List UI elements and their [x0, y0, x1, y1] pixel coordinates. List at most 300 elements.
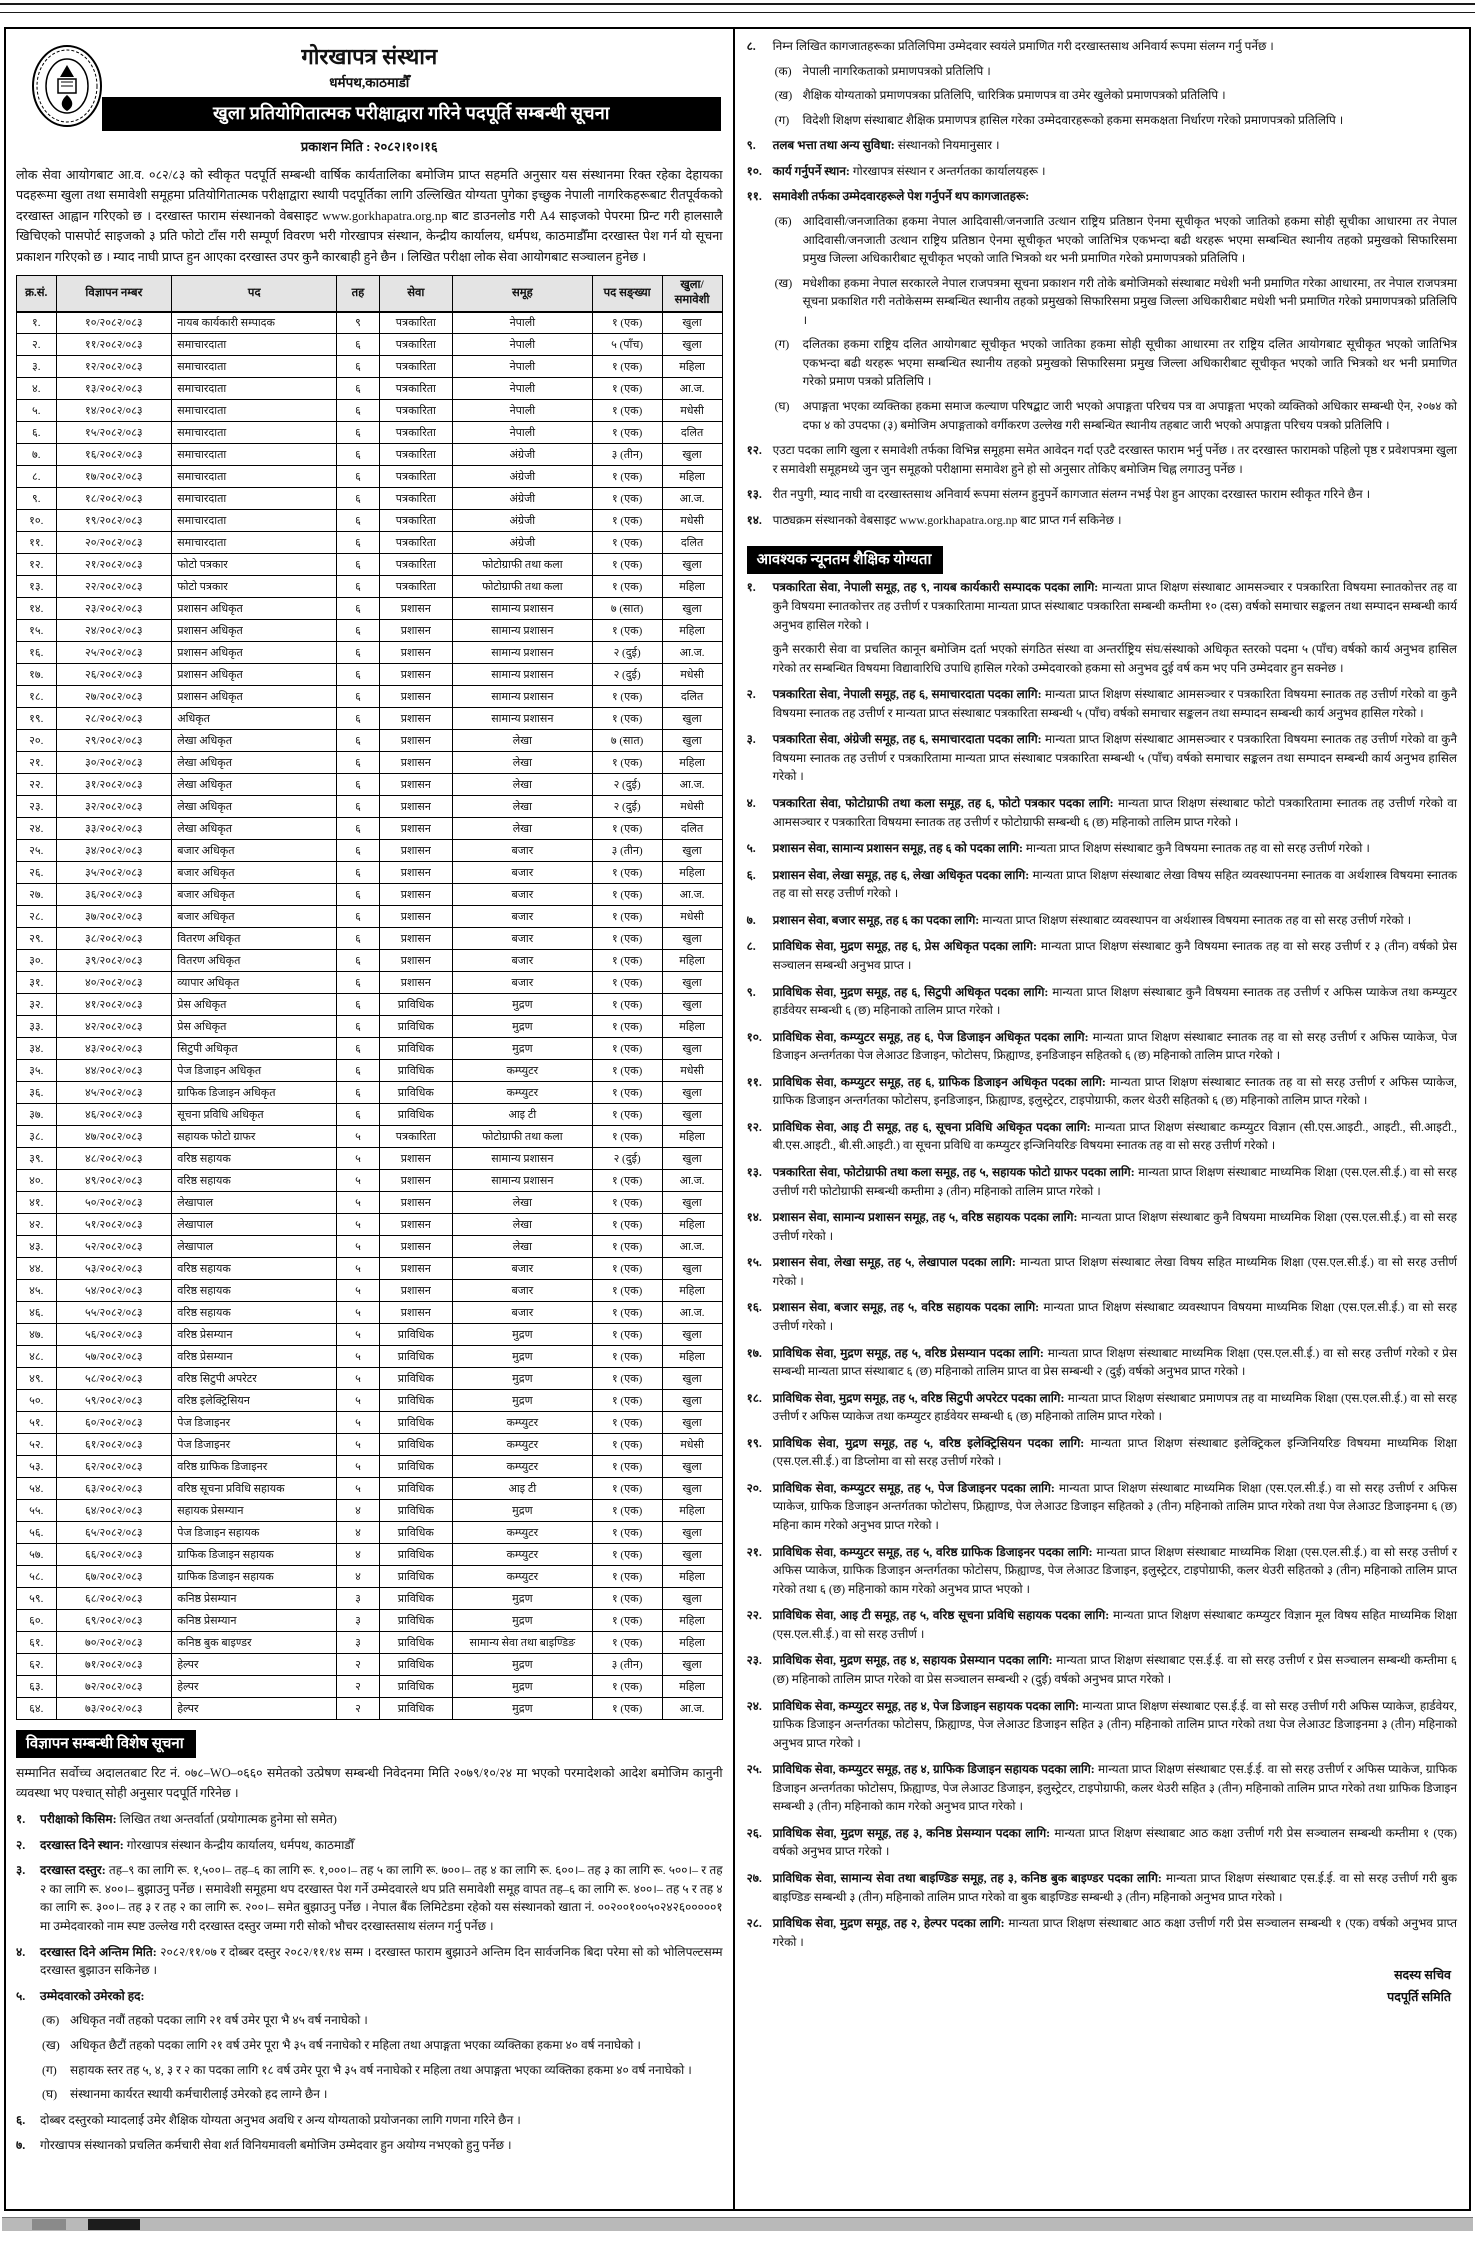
table-cell: पत्रकारिता — [379, 532, 452, 554]
table-row — [17, 972, 723, 994]
list-item — [747, 1163, 1457, 1200]
table-cell: मुद्रण — [453, 1676, 593, 1698]
table-cell: लेखा अधिकृत — [172, 796, 337, 818]
table-cell: दलित — [662, 532, 722, 554]
item-lead-label: प्राविधिक सेवा, मुद्रण समूह, तह ६, प्रेस अधिकृत पदका लागि: — [772, 939, 1041, 954]
table-cell: अंग्रेजी — [453, 532, 593, 554]
table-cell: ४३. — [17, 1236, 57, 1258]
table-row — [17, 950, 723, 972]
table-cell: अंग्रेजी — [453, 488, 593, 510]
sub-item-label: (क) — [774, 63, 792, 78]
table-cell: प्रशासन — [379, 598, 452, 620]
table-cell: वरिष्ठ इलेक्ट्रिसियन — [172, 1390, 337, 1412]
item-number: १. — [16, 1812, 26, 1827]
table-cell: पेज डिजाइनर — [172, 1412, 337, 1434]
sub-item-label: (ख) — [774, 88, 793, 103]
table-cell: महिला — [662, 1500, 722, 1522]
table-cell: प्रशासन — [379, 818, 452, 840]
table-row — [17, 1412, 723, 1434]
table-cell: ६ — [337, 796, 379, 818]
table-cell: मुद्रण — [453, 1698, 593, 1720]
table-cell: पेज डिजाइनर — [172, 1434, 337, 1456]
table-cell: ४८/२०८२/०८३ — [56, 1148, 172, 1170]
table-cell: अधिकृत — [172, 708, 337, 730]
table-row — [17, 1170, 723, 1192]
table-cell: हेल्पर — [172, 1654, 337, 1676]
table-cell: महिला — [662, 576, 722, 598]
table-cell: प्राविधिक — [379, 1060, 452, 1082]
table-cell: मुद्रण — [453, 1016, 593, 1038]
table-cell: नेपाली — [453, 312, 593, 334]
item-lead-label: प्राविधिक सेवा, मुद्रण समूह, तह ३, कनिष्ठ प्रेसम्यान पदका लागि: — [772, 1825, 1055, 1840]
table-cell: ५०/२०८२/०८३ — [56, 1192, 172, 1214]
table-cell: २ — [337, 1698, 379, 1720]
table-cell: पत्रकारिता — [379, 356, 452, 378]
item-number: २२. — [746, 1608, 762, 1623]
scrollbar-thumb[interactable] — [88, 2219, 140, 2230]
table-cell: पत्रकारिता — [379, 554, 452, 576]
table-cell: ५३/२०८२/०८३ — [56, 1258, 172, 1280]
table-cell: १ (एक) — [592, 1456, 662, 1478]
item-lead-label: कार्य गर्नुपर्ने स्थान: — [772, 163, 853, 178]
table-cell: प्रशासन — [379, 840, 452, 862]
table-cell: प्रशासन — [379, 906, 452, 928]
table-cell: प्रशासन — [379, 1214, 452, 1236]
table-cell: महिला — [662, 1346, 722, 1368]
table-cell: २५. — [17, 840, 57, 862]
table-cell: ६५/२०८२/०८३ — [56, 1522, 172, 1544]
item-lead-label: प्रशासन सेवा, सामान्य प्रशासन समूह, तह ६ को पदका लागि: — [772, 841, 1026, 856]
item-number: १६. — [746, 1300, 762, 1315]
item-text: पत्रकारिता सेवा, फोटोग्राफी तथा कला समूह, तह ६, फोटो पत्रकार पदका लागि: मान्यता प्राप्त शिक्षण संस्थाबाट फोटो पत्रकारितामा स्नातक तह उत्तीर्ण गरेको वा आमसञ्चार र पत्रकारिता विषयमा स्नातक तह उत्तीर्ण र फोटोग्राफी सम्बन्धी ६ (छ) महिनाको तालिम प्राप्त गरेको । — [772, 796, 1457, 829]
table-cell: ३८. — [17, 1126, 57, 1148]
table-cell: खुला — [662, 1412, 722, 1434]
table-cell: १ (एक) — [592, 928, 662, 950]
table-cell: ३६. — [17, 1082, 57, 1104]
table-cell: मधेसी — [662, 906, 722, 928]
list-item — [747, 1479, 1457, 1535]
sub-item — [775, 397, 1457, 434]
table-cell: मुद्रण — [453, 1324, 593, 1346]
top-rule-thin — [0, 12, 1475, 13]
table-cell: ७ (सात) — [592, 730, 662, 752]
item-number: ११. — [746, 189, 762, 204]
table-cell: मुद्रण — [453, 1368, 593, 1390]
list-item — [16, 1943, 723, 1980]
item-number: १४. — [746, 512, 762, 527]
table-row — [17, 730, 723, 752]
item-text: प्राविधिक सेवा, मुद्रण समूह, तह ४, सहायक प्रेसम्यान पदका लागि: मान्यता प्राप्त शिक्षण संस्थाबाट एस.ई.ई. वा सो सरह उत्तीर्ण र प्रेस सञ्चालन सम्बन्धी कम्तीमा ६ (छ) महिनाको तालिम प्राप्त गरेको वा प्रेस सञ्चालन सम्बन्धी २ (दुई) वर्षको अनुभव प्राप्त गरेको । — [772, 1653, 1457, 1686]
item-text: परीक्षाको किसिम: लिखित तथा अन्तर्वार्ता (प्रयोगात्मक हुनेमा सो समेत) — [40, 1812, 337, 1827]
table-cell: ६१/२०८२/०८३ — [56, 1434, 172, 1456]
table-cell: ग्राफिक डिजाइन सहायक — [172, 1544, 337, 1566]
table-cell: १ (एक) — [592, 1412, 662, 1434]
list-item — [747, 1344, 1457, 1381]
table-cell: मुद्रण — [453, 1610, 593, 1632]
table-cell: खुला — [662, 334, 722, 356]
table-cell: वरिष्ठ ग्राफिक डिजाइनर — [172, 1456, 337, 1478]
table-cell: दलित — [662, 686, 722, 708]
item-lead-label: पत्रकारिता सेवा, नेपाली समूह, तह ६, समाचारदाता पदका लागि: — [772, 687, 1045, 702]
table-cell: ६ — [337, 1082, 379, 1104]
table-row — [17, 1390, 723, 1412]
table-cell: १६/२०८२/०८३ — [56, 444, 172, 466]
table-header-cell: समूह — [453, 275, 593, 311]
table-cell: खुला — [662, 840, 722, 862]
table-cell: वरिष्ठ सहायक — [172, 1170, 337, 1192]
sub-item-text: सहायक स्तर तह ५, ४, ३ र २ का पदका लागि १८ वर्ष उमेर पूरा भै ३५ वर्ष ननाघेको र महिला तथा अपाङ्गता भएका व्यक्तिका हकमा ४० वर्ष ननाघेको । — [70, 2062, 692, 2077]
item-number: ७. — [16, 2138, 26, 2153]
item-number: ८. — [746, 39, 756, 53]
table-cell: बजार — [453, 928, 593, 950]
table-cell: ६ — [337, 972, 379, 994]
table-cell: १८/२०८२/०८३ — [56, 488, 172, 510]
table-cell: ६ — [337, 686, 379, 708]
table-cell: सामान्य प्रशासन — [453, 664, 593, 686]
table-cell: महिला — [662, 1016, 722, 1038]
table-cell: प्रशासन अधिकृत — [172, 664, 337, 686]
table-cell: ६ — [337, 532, 379, 554]
table-cell: प्रशासन — [379, 884, 452, 906]
table-cell: पत्रकारिता — [379, 400, 452, 422]
table-cell: ३ — [337, 1610, 379, 1632]
table-cell: २३/२०८२/०८३ — [56, 598, 172, 620]
table-cell: १ (एक) — [592, 466, 662, 488]
table-cell: १ (एक) — [592, 1082, 662, 1104]
table-cell: ५७. — [17, 1544, 57, 1566]
table-cell: प्राविधिक — [379, 1566, 452, 1588]
table-cell: बजार — [453, 906, 593, 928]
table-cell: प्रशासन — [379, 1258, 452, 1280]
table-cell: मधेसी — [662, 796, 722, 818]
table-cell: ३३. — [17, 1016, 57, 1038]
item-number: ९. — [746, 138, 756, 153]
item-number: १०. — [746, 1029, 762, 1044]
table-cell: महिला — [662, 1610, 722, 1632]
table-cell: प्रशासन — [379, 1280, 452, 1302]
list-item — [747, 511, 1457, 530]
table-cell: पत्रकारिता — [379, 576, 452, 598]
table-header-cell: सेवा — [379, 275, 452, 311]
table-cell: अंग्रेजी — [453, 444, 593, 466]
table-cell: १ (एक) — [592, 1632, 662, 1654]
table-row — [17, 488, 723, 510]
table-cell: १४/२०८२/०८३ — [56, 400, 172, 422]
table-cell: ८. — [17, 466, 57, 488]
table-header-cell: पद सङ्ख्या — [592, 275, 662, 311]
table-cell: प्रेस अधिकृत — [172, 994, 337, 1016]
table-cell: १ (एक) — [592, 400, 662, 422]
list-item — [16, 2136, 723, 2155]
table-cell: १५/२०८२/०८३ — [56, 422, 172, 444]
table-cell: महिला — [662, 862, 722, 884]
item-text: प्राविधिक सेवा, मुद्रण समूह, तह ६, सिटुपी अधिकृत पदका लागि: मान्यता प्राप्त शिक्षण संस्थाबाट कुनै विषयमा स्नातक तह उत्तीर्ण र अफिस प्याकेज तथा कम्प्युटर हार्डवेयर सम्बन्धी ६ (छ) महिनाको तालिम प्राप्त गरेको । — [772, 984, 1457, 1018]
table-cell: ६३/२०८२/०८३ — [56, 1478, 172, 1500]
item-number: २६. — [746, 1825, 762, 1840]
table-cell: ५ — [337, 1258, 379, 1280]
item-text: प्राविधिक सेवा, मुद्रण समूह, तह ६, प्रेस अधिकृत पदका लागि: मान्यता प्राप्त शिक्षण संस्थाबाट कुनै विषयमा स्नातक तह वा सो सरह उत्तीर्ण र ३ (तीन) वर्षको प्रेस सञ्चालन सम्बन्धी अनुभव प्राप्त । — [772, 939, 1458, 972]
table-cell: प्रशासन — [379, 950, 452, 972]
table-cell: ५ — [337, 1434, 379, 1456]
table-cell: ४६. — [17, 1302, 57, 1324]
table-cell: महिला — [662, 1280, 722, 1302]
table-cell: वरिष्ठ सहायक — [172, 1280, 337, 1302]
table-cell: १ (एक) — [592, 1016, 662, 1038]
list-item — [747, 937, 1457, 974]
table-cell: १८. — [17, 686, 57, 708]
item-number: १३. — [746, 1165, 762, 1179]
table-cell: १ (एक) — [592, 1038, 662, 1060]
table-cell: १ (एक) — [592, 862, 662, 884]
table-cell: प्राविधिक — [379, 994, 452, 1016]
table-cell: आइ टी — [453, 1478, 593, 1500]
table-cell: ५ — [337, 1302, 379, 1324]
table-cell: ६ — [337, 466, 379, 488]
table-cell: लेखापाल — [172, 1214, 337, 1236]
list-item — [747, 1253, 1457, 1290]
item-lead-label: प्रशासन सेवा, लेखा समूह, तह ६, लेखा अधिकृत पदका लागि: — [772, 867, 1033, 882]
item-number: १७. — [746, 1345, 762, 1360]
table-cell: वितरण अधिकृत — [172, 928, 337, 950]
item-number: २५. — [746, 1762, 762, 1777]
table-cell: १७/२०८२/०८३ — [56, 466, 172, 488]
table-cell: २२/२०८२/०८३ — [56, 576, 172, 598]
item-lead-label: परीक्षाको किसिम: — [40, 1812, 120, 1827]
sub-item — [775, 86, 1457, 105]
sub-item-text: अधिकृत छैटौं तहको पदका लागि २१ वर्ष उमेर पूरा भै ३५ वर्ष ननाघेको र महिला तथा अपाङ्गता भएका व्यक्तिका हकमा ४० वर्ष ननाघेको । — [70, 2037, 641, 2052]
table-cell: खुला — [662, 444, 722, 466]
table-cell: बजार — [453, 884, 593, 906]
table-cell: ४९/२०८२/०८३ — [56, 1170, 172, 1192]
table-cell: पत्रकारिता — [379, 1126, 452, 1148]
table-cell: ६ — [337, 1104, 379, 1126]
item-lead-label: प्राविधिक सेवा, आइ टी समूह, तह ६, सूचना प्रविधि अधिकृत पदका लागि: — [772, 1119, 1095, 1134]
table-cell: प्राविधिक — [379, 1346, 452, 1368]
special-notice-text: सम्मानित सर्वोच्च अदालतबाट रिट नं. ०७८–WO–०६६० समेतको उत्प्रेषण सम्बन्धी निवेदनमा मिति २०७९/१०/२४ मा भएको परमादेशको आदेश बमोजिम कानुनी व्यवस्था भए पश्चात् सोही अनुसार पदपूर्ति गरिनेछ । — [16, 1766, 723, 1801]
table-cell: ५८/२०८२/०८३ — [56, 1368, 172, 1390]
item-number: १९. — [746, 1435, 762, 1450]
organization-name: गोरखापत्र संस्थान — [301, 44, 438, 69]
scrollbar-track-mark — [32, 2219, 66, 2230]
table-cell: ७. — [17, 444, 57, 466]
table-cell: प्रशासन अधिकृत — [172, 686, 337, 708]
sub-item — [42, 2085, 723, 2104]
table-cell: ५९. — [17, 1588, 57, 1610]
table-cell: ४३/२०८२/०८३ — [56, 1038, 172, 1060]
table-cell: ११/२०८२/०८३ — [56, 334, 172, 356]
table-cell: पत्रकारिता — [379, 510, 452, 532]
item-text: गोरखापत्र संस्थानको प्रचलित कर्मचारी सेवा शर्त विनियमावली बमोजिम उम्मेदवार हुन अयोग्य नभएको हुनु पर्नेछ । — [40, 2138, 512, 2153]
list-item — [747, 685, 1457, 722]
item-lead-label: प्राविधिक सेवा, कम्प्युटर समूह, तह ४, ग्राफिक डिजाइन सहायक पदका लागि: — [772, 1762, 1099, 1777]
list-item — [747, 1543, 1457, 1599]
table-cell: महिला — [662, 1126, 722, 1148]
table-cell: ४१. — [17, 1192, 57, 1214]
item-number: २३. — [746, 1653, 762, 1668]
table-cell: २३. — [17, 796, 57, 818]
sub-item-text: अपाङ्गता भएका व्यक्तिका हकमा समाज कल्याण परिषद्बाट जारी भएको अपाङ्गता परिचय पत्र वा अपाङ्गता भएको व्यक्तिको अधिकार सम्बन्धी ऐन, २०७४ को दफा ४ को उपदफा (३) बमोजिम अपाङ्गताको वर्गीकरण उल्लेख गरी सम्बन्धित स्थानीय तहबाट जारी भएको अपाङ्गता परिचय पत्रको प्रतिलिपि । — [802, 399, 1457, 432]
table-cell: बजार अधिकृत — [172, 906, 337, 928]
table-cell: ३७. — [17, 1104, 57, 1126]
table-cell: सहायक प्रेसम्यान — [172, 1500, 337, 1522]
table-cell: १४. — [17, 598, 57, 620]
item-text: प्राविधिक सेवा, कम्प्युटर समूह, तह ५, वरिष्ठ ग्राफिक डिजाइनर पदका लागि: मान्यता प्राप्त शिक्षण संस्थाबाट माध्यमिक शिक्षा (एस.एल.सी.ई.) वा सो सरह उत्तीर्ण र अफिस प्याकेज, ग्राफिक डिजाइन अन्तर्गतका फोटोसप, फ्रिह्याण्ड, पेज लेआउट डिजाइन, इलुस्ट्रेटर, टाइपोग्राफी, कलर थेउरी सहितको ३ (तीन) महिनाको तालिम प्राप्त गरेको तथा ६ (छ) महिनाको काम गरेको अनुभव प्राप्त भएको । — [772, 1544, 1457, 1596]
table-cell: पत्रकारिता — [379, 444, 452, 466]
table-cell: २८/२०८२/०८३ — [56, 708, 172, 730]
table-cell: ६४/२०८२/०८३ — [56, 1500, 172, 1522]
table-cell: मधेसी — [662, 1434, 722, 1456]
table-cell: २ — [337, 1654, 379, 1676]
item-number: ४. — [16, 1944, 26, 1959]
list-item — [747, 136, 1457, 155]
table-cell: बजार अधिकृत — [172, 862, 337, 884]
table-cell: सामान्य प्रशासन — [453, 1170, 593, 1192]
table-cell: महिला — [662, 1214, 722, 1236]
table-cell: २ (दुई) — [592, 1148, 662, 1170]
table-cell: ५ — [337, 1170, 379, 1192]
horizontal-scrollbar[interactable] — [2, 2217, 1473, 2231]
intro-paragraph: लोक सेवा आयोगबाट आ.व. ०८२/८३ को स्वीकृत पदपूर्ति सम्बन्धी वार्षिक कार्यतालिका बमोजिम प्राप्त सहमति अनुसार यस संस्थानमा रिक्त रहेका देहायका पदहरूमा खुला तथा समावेशी समूहमा प्रतियोगितात्मक परीक्षाद्वारा स्थायी पदपूर्तिका लागि उल्लिखित योग्यता पुगेका इच्छुक नेपाली नागरिकहरूबाट रीतपूर्वकको दरखास्त आह्वान गरिएको छ । दरखास्त फाराम संस्थानको वेबसाइट www.gorkhapatra.org.np बाट डाउनलोड गरी A4 साइजको पेपरमा प्रिन्ट गरी हालसालै खिचिएको पासपोर्ट साइजको ३ प्रति फोटो टाँस गरी सम्पूर्ण विवरण भरी गोरखापत्र संस्थान, केन्द्रीय कार्यालय, धर्मपथ, काठमाडौँमा दरखास्त पेश गर्न यो सूचना प्रकाशन गरिएको छ । म्याद नाघी प्राप्त हुन आएका दरखास्त उपर कुनै कारबाही हुने छैन । लिखित परीक्षा लोक सेवा आयोगबाट सञ्चालन हुनेछ । — [16, 168, 723, 264]
list-item — [747, 1118, 1457, 1155]
table-cell: वरिष्ठ प्रेसम्यान — [172, 1346, 337, 1368]
table-cell: ९. — [17, 488, 57, 510]
list-item — [747, 37, 1457, 129]
list-item — [747, 578, 1457, 677]
table-cell: ५ — [337, 1346, 379, 1368]
table-cell: कम्प्युटर — [453, 1566, 593, 1588]
top-rule — [0, 3, 1475, 5]
table-cell: प्रेस अधिकृत — [172, 1016, 337, 1038]
item-number: ३. — [746, 732, 756, 747]
sub-item-label: (घ) — [42, 2087, 58, 2102]
table-cell: प्रशासन अधिकृत — [172, 642, 337, 664]
item-text: प्राविधिक सेवा, कम्प्युटर समूह, तह ६, पेज डिजाइन अधिकृत पदका लागि: मान्यता प्राप्त शिक्षण संस्थाबाट स्नातक तह वा सो सरह उत्तीर्ण र अफिस प्याकेज, पेज डिजाइन अन्तर्गतका पेज लेआउट डिजाइन, फोटोसप, फ्रिह्याण्ड, इनडिजाइन सहितको ६ (छ) महिनाको तालिम प्राप्त गरेको । — [772, 1029, 1457, 1063]
table-row — [17, 1082, 723, 1104]
table-cell: ३ (तीन) — [592, 1654, 662, 1676]
table-cell: ६ — [337, 818, 379, 840]
table-cell: सामान्य प्रशासन — [453, 642, 593, 664]
table-cell: २९. — [17, 928, 57, 950]
table-cell: प्रशासन — [379, 664, 452, 686]
table-cell: मधेसी — [662, 510, 722, 532]
table-cell: खुला — [662, 1082, 722, 1104]
table-cell: समाचारदाता — [172, 400, 337, 422]
table-cell: ५ — [337, 1456, 379, 1478]
table-cell: १ (एक) — [592, 1368, 662, 1390]
table-cell: १ (एक) — [592, 510, 662, 532]
item-text: पत्रकारिता सेवा, फोटोग्राफी तथा कला समूह, तह ५, सहायक फोटो ग्राफर पदका लागि: मान्यता प्राप्त शिक्षण संस्थाबाट माध्यमिक शिक्षा (एस.एल.सी.ई.) वा सो सरह उत्तीर्ण गरी फोटोग्राफी सम्बन्धी कम्तीमा ३ (तीन) महिनाको तालिम प्राप्त गरेको । — [772, 1165, 1457, 1198]
table-cell: नेपाली — [453, 400, 593, 422]
table-cell: १ (एक) — [592, 1280, 662, 1302]
sub-item-label: (क) — [774, 213, 792, 228]
table-cell: २०. — [17, 730, 57, 752]
table-cell: १ (एक) — [592, 1236, 662, 1258]
sub-item — [775, 111, 1457, 130]
table-cell: १ (एक) — [592, 950, 662, 972]
table-cell: ४४. — [17, 1258, 57, 1280]
table-cell: ३. — [17, 356, 57, 378]
table-cell: लेखा — [453, 1214, 593, 1236]
special-notice-banner: विज्ञापन सम्बन्धी विशेष सूचना — [16, 1730, 196, 1758]
table-cell: पत्रकारिता — [379, 312, 452, 334]
table-cell: ६ — [337, 664, 379, 686]
item-lead-label: तलब भत्ता तथा अन्य सुविधा: — [772, 138, 898, 153]
table-cell: ४ — [337, 1500, 379, 1522]
item-lead-label: प्रशासन सेवा, बजार समूह, तह ६ का पदका लागि: — [772, 912, 983, 927]
table-cell: मुद्रण — [453, 1390, 593, 1412]
table-cell: वरिष्ठ प्रेसम्यान — [172, 1324, 337, 1346]
list-item — [747, 1606, 1457, 1643]
table-header-cell: विज्ञापन नम्बर — [56, 275, 172, 311]
sub-item-label: (ख) — [774, 275, 793, 290]
table-cell: ३ — [337, 1632, 379, 1654]
item-text — [773, 187, 1457, 206]
notice-frame — [4, 27, 1471, 2211]
table-cell: खुला — [662, 1104, 722, 1126]
table-cell: १ (एक) — [592, 884, 662, 906]
table-cell: १५. — [17, 620, 57, 642]
table-cell: प्राविधिक — [379, 1698, 452, 1720]
sub-item-label: (घ) — [774, 399, 790, 413]
sub-item-text: शैक्षिक योग्यताको प्रमाणपत्रका प्रतिलिपि, चारित्रिक प्रमाणपत्र वा उमेर खुलेको प्रमाणपत्रको प्रतिलिपि । — [802, 88, 1226, 103]
table-cell: मुद्रण — [453, 994, 593, 1016]
table-cell: खुला — [662, 708, 722, 730]
item-number: १. — [746, 580, 756, 595]
table-cell: वरिष्ठ सहायक — [172, 1258, 337, 1280]
table-cell: १ (एक) — [592, 378, 662, 400]
table-cell: ४. — [17, 378, 57, 400]
item-lead-label: उम्मेदवारको उमेरको हद: — [40, 1988, 145, 2003]
table-cell: महिला — [662, 1632, 722, 1654]
item-text: प्राविधिक सेवा, कम्प्युटर समूह, तह ५, पेज डिजाइनर पदका लागि: मान्यता प्राप्त शिक्षण संस्थाबाट माध्यमिक शिक्षा (एस.एल.सी.ई.) वा सो सरह उत्तीर्ण र अफिस प्याकेज, ग्राफिक डिजाइन अन्तर्गतका फोटोसप, फ्रिह्याण्ड, पेज लेआउट डिजाइन सहितको ३ (तीन) महिनाको तालिम प्राप्त गरेको तथा पेज लेआउट डिजाइनमा ६ (छ) महिना काम गरेको अनुभव प्राप्त गरेको । — [772, 1480, 1457, 1532]
table-cell: खुला — [662, 994, 722, 1016]
item-number: २. — [16, 1837, 26, 1852]
table-row — [17, 1346, 723, 1368]
item-lead-label: प्राविधिक सेवा, मुद्रण समूह, तह ५, वरिष्ठ प्रेसम्यान पदका लागि: — [772, 1345, 1048, 1360]
table-cell: ६२/२०८२/०८३ — [56, 1456, 172, 1478]
table-cell: प्रशासन — [379, 774, 452, 796]
sub-item-text: मधेशीका हकमा नेपाल सरकारले नेपाल राजपत्रमा सूचना प्रकाशन गरी तोके बमोजिमको संस्थाबाट मधेशी भनी प्रमाणित गरेका आधारमा, तर नेपाल राजपत्रमा सूचना प्रकाशित गरी नतोकेसम्म सम्बन्धित स्थानीय तहको प्रमुखको सिफारिसमा प्रमुख जिल्ला अधिकारीबाट मधेशी भनी प्रमाणित गरेको प्रमाणपत्रको प्रतिलिपि । — [802, 275, 1457, 327]
list-item — [747, 1651, 1457, 1688]
table-cell: ५ (पाँच) — [592, 334, 662, 356]
table-cell: १ (एक) — [592, 576, 662, 598]
table-cell: हेल्पर — [172, 1698, 337, 1720]
item-number: ८. — [746, 939, 756, 954]
table-cell: १२. — [17, 554, 57, 576]
table-cell: ७०/२०८२/०८३ — [56, 1632, 172, 1654]
table-cell: १०. — [17, 510, 57, 532]
table-cell: प्राविधिक — [379, 1478, 452, 1500]
table-row — [17, 1104, 723, 1126]
table-cell: ६ — [337, 1060, 379, 1082]
table-cell: ७१/२०८२/०८३ — [56, 1654, 172, 1676]
table-cell: प्राविधिक — [379, 1434, 452, 1456]
table-cell: सामान्य प्रशासन — [453, 708, 593, 730]
item-extra-text: कुनै सरकारी सेवा वा प्रचलित कानून बमोजिम दर्ता भएको संगठित संस्था वा अन्तर्राष्ट्रिय संघ/संस्थाको अधिकृत स्तरको पदमा ५ (पाँच) वर्षको कार्य अनुभव हासिल गरेको तर सम्बन्धित विषयमा विद्यावारिधि उपाधि हासिल गरेको उम्मेदवारको हकमा सो अनुभव दुई वर्ष कम भए पनि उम्मेदवार हुन सक्नेछ । — [772, 642, 1457, 675]
item-lead-label: दरखास्त दस्तुर: — [40, 1863, 109, 1878]
sub-item-text: नेपाली नागरिकताको प्रमाणपत्रको प्रतिलिपि । — [802, 63, 991, 78]
table-cell: ५ — [337, 1324, 379, 1346]
table-cell: ३०/२०८२/०८३ — [56, 752, 172, 774]
table-cell: दलित — [662, 422, 722, 444]
item-number: २. — [746, 687, 756, 702]
table-cell: ४५/२०८२/०८३ — [56, 1082, 172, 1104]
table-cell: बजार अधिकृत — [172, 840, 337, 862]
item-number: ५. — [746, 841, 756, 856]
item-number: ३. — [16, 1863, 26, 1878]
table-cell: ६१. — [17, 1632, 57, 1654]
list-item — [747, 983, 1457, 1020]
